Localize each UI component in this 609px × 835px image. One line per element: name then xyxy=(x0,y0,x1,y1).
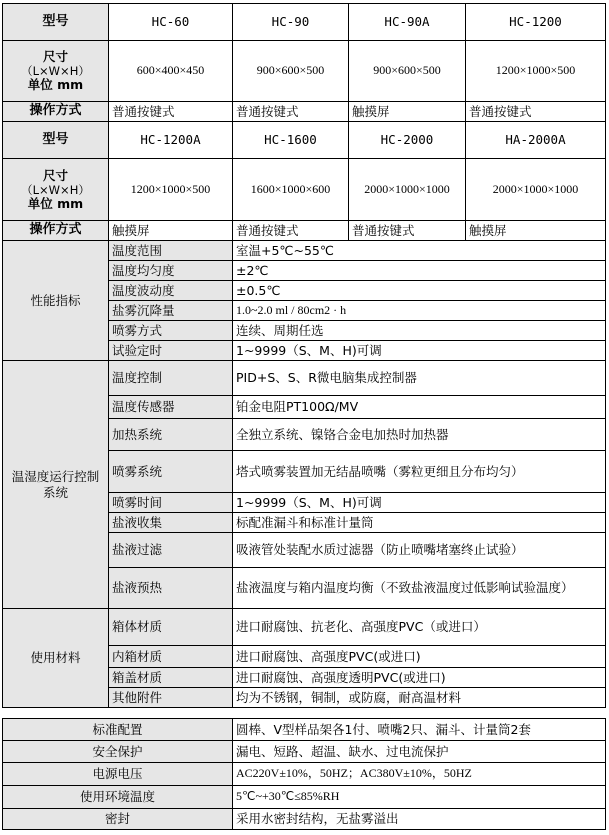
misc-table xyxy=(2,718,606,830)
size-cell: 1600×1000×600 xyxy=(233,159,349,221)
spec-value: 进口耐腐蚀、高强度PVC(或进口) xyxy=(233,646,606,668)
size-cell: 2000×1000×1000 xyxy=(466,159,606,221)
size-cell: 900×600×500 xyxy=(233,41,349,102)
size-cell: 600×400×450 xyxy=(109,41,233,102)
misc-row xyxy=(3,741,606,763)
spec-name: 喷雾系统 xyxy=(109,451,233,493)
model-cell: HC-1200 xyxy=(466,4,606,41)
model-label: 型号 xyxy=(3,122,109,159)
spec-value: 进口耐腐蚀、高强度透明PVC(或进口) xyxy=(233,668,606,688)
misc-name: 使用环境温度 xyxy=(3,786,233,809)
misc-name: 密封 xyxy=(3,809,233,830)
category-cell: 温湿度运行控制系统 xyxy=(3,361,109,609)
size-row-a xyxy=(3,41,606,102)
spec-value: 均为不锈钢，铜制，或防腐，耐高温材料 xyxy=(233,688,606,708)
misc-row xyxy=(3,809,606,830)
size-cell: 1200×1000×500 xyxy=(466,41,606,102)
category-cell: 性能指标 xyxy=(3,241,109,361)
operation-label: 操作方式 xyxy=(3,102,109,122)
size-label-line1: 尺寸 xyxy=(42,49,68,64)
spec-value: 铂金电阻PT100Ω/MV xyxy=(233,396,606,419)
spec-name: 温度范围 xyxy=(109,241,233,261)
spec-name: 箱盖材质 xyxy=(109,668,233,688)
model-cell: HC-2000 xyxy=(349,122,466,159)
size-row-b xyxy=(3,159,606,221)
spec-name: 内箱材质 xyxy=(109,646,233,668)
spec-name: 其他附件 xyxy=(109,688,233,708)
misc-row xyxy=(3,719,606,741)
operation-row-a xyxy=(3,102,606,122)
misc-value: 漏电、短路、超温、缺水、过电流保护 xyxy=(233,741,606,763)
operation-cell: 普通按键式 xyxy=(349,221,466,241)
spec-name: 试验定时 xyxy=(109,341,233,361)
model-cell: HA-2000A xyxy=(466,122,606,159)
operation-label: 操作方式 xyxy=(3,221,109,241)
operation-row-b xyxy=(3,221,606,241)
operation-cell: 普通按键式 xyxy=(233,102,349,122)
spec-value: 1~9999（S、M、H)可调 xyxy=(233,493,606,513)
spec-value: 盐液温度与箱内温度均衡（不致盐液温度过低影响试验温度） xyxy=(233,568,606,609)
operation-cell: 触摸屏 xyxy=(109,221,233,241)
size-label-line2: （L×W×H） xyxy=(21,182,90,197)
misc-row xyxy=(3,786,606,809)
spec-row xyxy=(3,609,606,646)
spec-value: 连续、周期任选 xyxy=(233,321,606,341)
spec-name: 喷雾方式 xyxy=(109,321,233,341)
spec-value: 塔式喷雾装置加无结晶喷嘴（雾粒更细且分布均匀） xyxy=(233,451,606,493)
operation-cell: 普通按键式 xyxy=(109,102,233,122)
misc-value: AC220V±10%，50HZ；AC380V±10%，50HZ xyxy=(233,763,606,786)
operation-cell: 触摸屏 xyxy=(466,221,606,241)
models-table xyxy=(2,3,606,241)
spec-value: 1~9999（S、M、H)可调 xyxy=(233,341,606,361)
spec-name: 加热系统 xyxy=(109,419,233,451)
size-cell: 1200×1000×500 xyxy=(109,159,233,221)
model-cell: HC-90A xyxy=(349,4,466,41)
size-label-line3: 单位 mm xyxy=(27,195,84,211)
model-label: 型号 xyxy=(3,4,109,41)
misc-name: 电源电压 xyxy=(3,763,233,786)
model-row-a xyxy=(3,4,606,41)
spec-name: 温度均匀度 xyxy=(109,261,233,281)
spec-value: 吸液管处装配水质过滤器（防止喷嘴堵塞终止试验） xyxy=(233,533,606,568)
size-cell: 2000×1000×1000 xyxy=(349,159,466,221)
misc-value: 5℃~+30℃≤85%RH xyxy=(233,786,606,809)
misc-value: 圆棒、V型样品架各1付、喷嘴2只、漏斗、计量筒2套 xyxy=(233,719,606,741)
spec-name: 喷雾时间 xyxy=(109,493,233,513)
spec-value: 室温+5℃~55℃ xyxy=(233,241,606,261)
spec-name: 温度控制 xyxy=(109,361,233,396)
size-label-line1: 尺寸 xyxy=(42,167,68,183)
operation-cell: 普通按键式 xyxy=(466,102,606,122)
spec-value: ±0.5℃ xyxy=(233,281,606,301)
spec-value: PID+S、S、R微电脑集成控制器 xyxy=(233,361,606,396)
misc-name: 安全保护 xyxy=(3,741,233,763)
size-label xyxy=(3,41,109,102)
spec-name: 温度波动度 xyxy=(109,281,233,301)
spec-name: 箱体材质 xyxy=(109,609,233,646)
size-label xyxy=(3,159,109,221)
spec-value: 全独立系统、镍铬合金电加热时加热器 xyxy=(233,419,606,451)
spec-name: 温度传感器 xyxy=(109,396,233,419)
spec-row xyxy=(3,361,606,396)
model-cell: HC-60 xyxy=(109,4,233,41)
size-label-line3: 单位 mm xyxy=(27,77,84,92)
operation-cell: 触摸屏 xyxy=(349,102,466,122)
category-cell: 使用材料 xyxy=(3,609,109,708)
spec-value: 1.0~2.0 ml / 80cm2 · h xyxy=(233,301,606,321)
model-cell: HC-1600 xyxy=(233,122,349,159)
spec-value: 进口耐腐蚀、抗老化、高强度PVC（或进口） xyxy=(233,609,606,646)
model-cell: HC-90 xyxy=(233,4,349,41)
size-label-line2: （L×W×H） xyxy=(21,64,90,78)
spec-value: 标配准漏斗和标准计量筒 xyxy=(233,513,606,533)
spec-value: ±2℃ xyxy=(233,261,606,281)
operation-cell: 普通按键式 xyxy=(233,221,349,241)
misc-value: 采用水密封结构，无盐雾溢出 xyxy=(233,809,606,830)
model-cell: HC-1200A xyxy=(109,122,233,159)
spec-table xyxy=(2,240,606,708)
spec-row xyxy=(3,241,606,261)
misc-name: 标准配置 xyxy=(3,719,233,741)
spec-name: 盐液预热 xyxy=(109,568,233,609)
spec-name: 盐液过滤 xyxy=(109,533,233,568)
size-cell: 900×600×500 xyxy=(349,41,466,102)
spec-name: 盐雾沉降量 xyxy=(109,301,233,321)
model-row-b xyxy=(3,122,606,159)
misc-row xyxy=(3,763,606,786)
spec-name: 盐液收集 xyxy=(109,513,233,533)
